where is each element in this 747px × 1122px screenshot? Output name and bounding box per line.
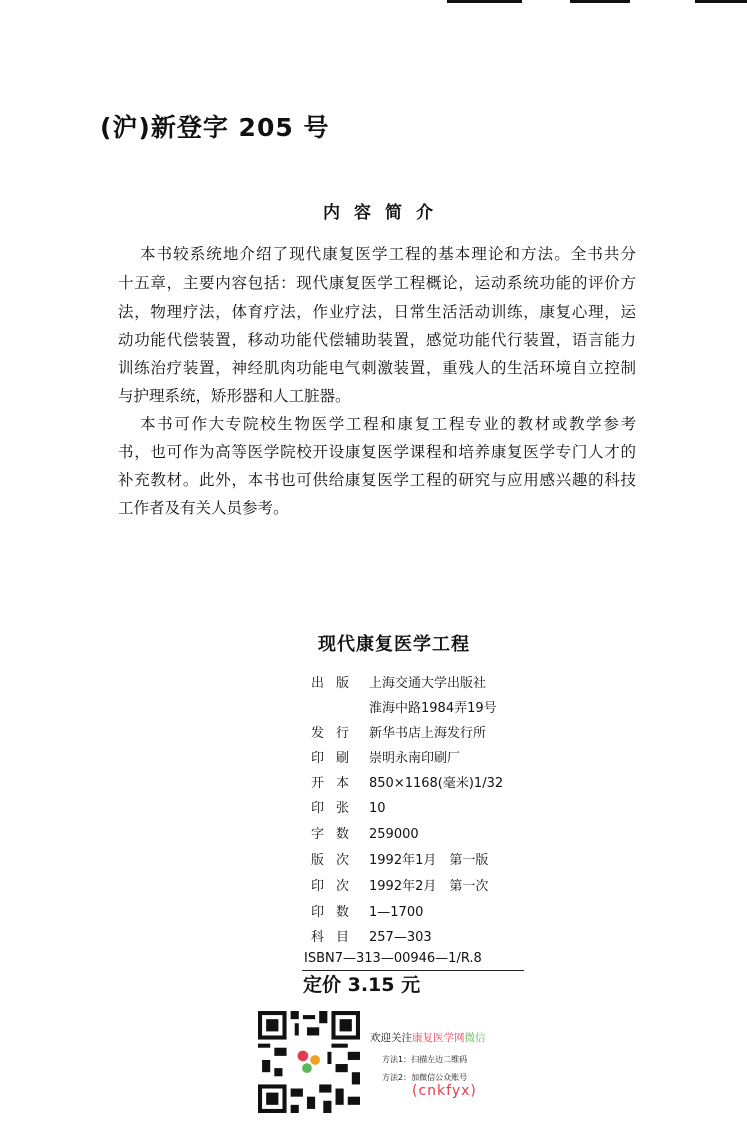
colophon-row: 出版 上海交通大学出版社	[311, 676, 487, 691]
summary-line: 本书较系统地介绍了现代康复医学工程的基本理论和方法。全书共分	[140, 245, 636, 263]
promo-method-2: 方法2：加微信公众账号	[382, 1073, 468, 1082]
summary-heading: 内容简介	[323, 203, 447, 223]
colophon-row: 科目 257—303	[311, 930, 432, 945]
summary-line: 法，物理疗法，体育疗法，作业疗法，日常生活活动训练，康复心理，运	[118, 303, 636, 321]
colophon-row: 印刷 崇明永南印刷厂	[311, 751, 461, 766]
promo-follow: 欢迎关注康复医学网微信	[370, 1032, 486, 1044]
colophon-row: 字数 259000	[311, 827, 419, 842]
scan-edge-line	[695, 0, 747, 3]
summary-line: 动功能代偿装置，移动功能代偿辅助装置，感觉功能代行装置，语言能力	[118, 331, 636, 349]
registration-number: (沪)新登字 205 号	[100, 113, 330, 142]
book-title: 现代康复医学工程	[318, 634, 470, 655]
promo-method-1: 方法1：扫描左边二维码	[382, 1055, 468, 1064]
colophon-row: 淮海中路1984弄19号	[369, 701, 497, 716]
summary-line: 十五章，主要内容包括：现代康复医学工程概论，运动系统功能的评价方	[118, 274, 636, 292]
colophon-row: 发行 新华书店上海发行所	[311, 726, 487, 741]
wechat-account: (cnkfyx)	[412, 1083, 477, 1099]
colophon-row: 印数 1—1700	[311, 905, 424, 920]
isbn-row: ISBN7—313—00946—1/R.8	[304, 951, 482, 966]
summary-line: 书，也可作为高等医学院校开设康复医学课程和培养康复医学专门人才的	[118, 443, 636, 461]
summary-line: 工作者及有关人员参考。	[118, 499, 289, 517]
price: 定价 3.15 元	[303, 974, 421, 996]
summary-line: 训练治疗装置，神经肌肉功能电气刺激装置，重残人的生活环境自立控制	[118, 359, 636, 377]
colophon-row: 印张 10	[311, 801, 386, 816]
colophon-row: 开本 850×1168(毫米)1/32	[311, 776, 504, 791]
scan-edge-line	[447, 0, 522, 3]
colophon-row: 版次 1992年1月 第一版	[311, 853, 489, 868]
scan-edge-line	[570, 0, 630, 3]
colophon-row: 印次 1992年2月 第一次	[311, 879, 489, 894]
summary-line: 与护理系统，矫形器和人工脏器。	[118, 387, 351, 405]
qr-code-icon	[258, 1010, 360, 1114]
summary-line: 本书可作大专院校生物医学工程和康复工程专业的教材或教学参考	[140, 415, 636, 433]
summary-line: 补充教材。此外，本书也可供给康复医学工程的研究与应用感兴趣的科技	[118, 471, 636, 489]
